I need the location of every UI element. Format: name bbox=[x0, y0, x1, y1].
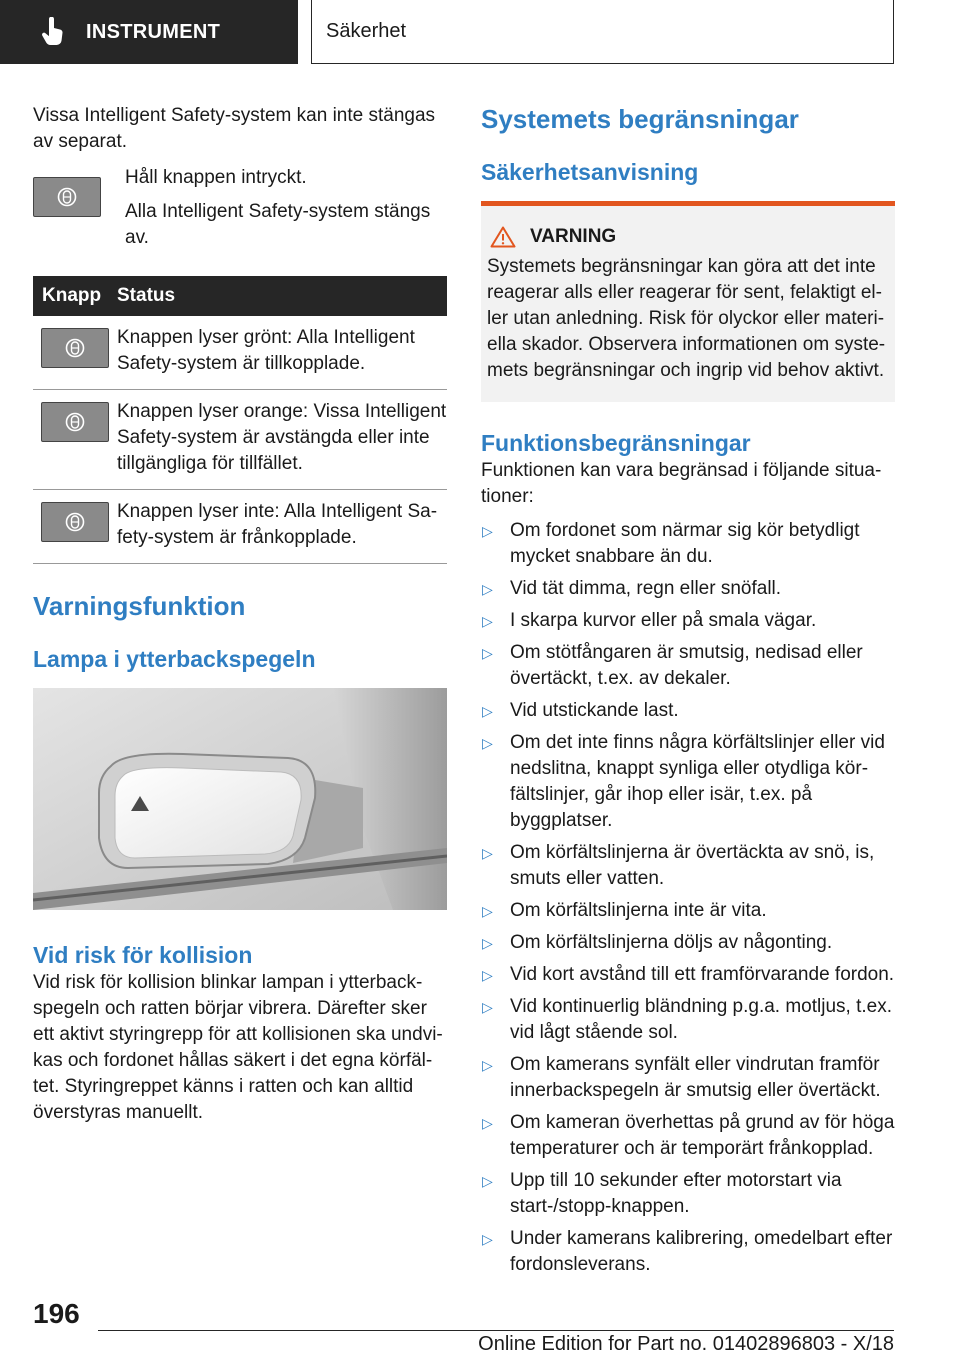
list-item: ▷ Upp till 10 sekunder efter motorstart via start-/stopp-knappen. bbox=[481, 1168, 895, 1220]
edition-text: Online Edition for Part no. 01402896803 - X/18 bbox=[478, 1333, 894, 1355]
list-item: ▷ Om fordonet som närmar sig kör betydligt mycket snabbare än du. bbox=[481, 518, 895, 570]
list-item: ▷ Om kameran överhettas på grund av för höga temperaturer och är temporärt frånkopplad. bbox=[481, 1110, 895, 1162]
hold-instruction: Håll knappen intryckt. bbox=[125, 167, 307, 188]
table-row bbox=[33, 316, 447, 390]
heading-mirror-lamp: Lampa i ytterbackspegeln bbox=[33, 646, 316, 672]
limitations-list bbox=[481, 518, 895, 1278]
triangle-bullet-icon: ▷ bbox=[482, 935, 493, 951]
list-item: ▷ Vid kort avstånd till ett framförvarande fordon. bbox=[481, 962, 895, 988]
right-column bbox=[481, 100, 895, 1284]
heading-collision-risk: Vid risk för kollision bbox=[33, 942, 253, 968]
list-item: ▷ Om körfältslinjerna är övertäckta av snö, is, smuts eller vatten. bbox=[481, 840, 895, 892]
list-item: ▷ Om körfältslinjerna döljs av någonting. bbox=[481, 930, 895, 956]
triangle-bullet-icon: ▷ bbox=[482, 523, 493, 539]
warning-title: VARNING bbox=[530, 226, 617, 247]
triangle-bullet-icon: ▷ bbox=[482, 1115, 493, 1131]
side-mirror-image bbox=[33, 688, 447, 910]
heading-system-limits: Systemets begränsningar bbox=[481, 104, 799, 134]
footer-divider bbox=[98, 1330, 894, 1331]
triangle-bullet-icon: ▷ bbox=[482, 1231, 493, 1247]
hold-result: Alla Intelligent Safety-system stängs av. bbox=[125, 201, 431, 248]
list-item: ▷ Om stötfångaren är smutsig, nedisad eller övertäckt, t.ex. av dekaler. bbox=[481, 640, 895, 692]
safety-button-icon bbox=[41, 328, 109, 368]
table-row bbox=[33, 490, 447, 564]
safety-button-icon bbox=[41, 402, 109, 442]
header-section-title: Säkerhet bbox=[311, 0, 894, 64]
list-item: ▷ Om kamerans synfält eller vindrutan framför innerbackspegeln är smutsig eller övertäckt. bbox=[481, 1052, 895, 1104]
status-table bbox=[33, 276, 447, 564]
triangle-bullet-icon: ▷ bbox=[482, 999, 493, 1015]
safety-button-icon bbox=[33, 177, 101, 217]
table-row bbox=[33, 390, 447, 490]
heading-safety-notice: Säkerhetsanvisning bbox=[481, 159, 699, 185]
table-header-status: Status bbox=[117, 276, 447, 316]
status-text: Knappen lyser orange: Vissa Intelligent Safety-system är avstängda eller inte tillgängliga för tillfället. bbox=[117, 390, 447, 490]
list-item: ▷ I skarpa kurvor eller på smala vägar. bbox=[481, 608, 895, 634]
triangle-bullet-icon: ▷ bbox=[482, 1173, 493, 1189]
triangle-bullet-icon: ▷ bbox=[482, 1057, 493, 1073]
triangle-bullet-icon: ▷ bbox=[482, 703, 493, 719]
heading-warning-function: Varningsfunktion bbox=[33, 591, 246, 621]
status-text: Knappen lyser grönt: Alla Intelligent Safety-system är tillkopplade. bbox=[117, 316, 447, 390]
heading-function-limits: Funktionsbegränsningar bbox=[481, 430, 751, 456]
page-number: 196 bbox=[33, 1298, 80, 1329]
warning-text: Systemets begränsningar kan göra att det inte reagerar alls eller reagerar för sent, felaktigt eller utan anledning. Risk för olyckor eller materiella skador. Observera informationen om systemets begränsningar och ingrip vid behov aktivt. bbox=[487, 256, 886, 381]
safety-button-icon bbox=[41, 502, 109, 542]
list-item: ▷ Vid kontinuerlig bländning p.g.a. motljus, t.ex. vid lågt stående sol. bbox=[481, 994, 895, 1046]
triangle-bullet-icon: ▷ bbox=[482, 581, 493, 597]
triangle-bullet-icon: ▷ bbox=[482, 735, 493, 751]
collision-text: Vid risk för kollision blinkar lampan i ytterbackspegeln och ratten börjar vibrera. Därefter sker ett aktivt styringrepp för att kollisionen ska undvikas och fordonet hållas säkert i det egna körfältet. Styringreppet känns i ratten och kan alltid överstyras manuellt. bbox=[33, 972, 443, 1123]
status-text: Knappen lyser inte: Alla Intelligent Safety-system är frånkopplade. bbox=[117, 490, 447, 564]
triangle-bullet-icon: ▷ bbox=[482, 645, 493, 661]
triangle-bullet-icon: ▷ bbox=[482, 903, 493, 919]
warning-triangle-icon bbox=[490, 226, 516, 248]
hold-button-row bbox=[33, 167, 447, 251]
header-tab-label: INSTRUMENT bbox=[86, 20, 221, 43]
left-column bbox=[33, 100, 447, 1126]
list-item: ▷ Under kamerans kalibrering, omedelbart efter fordonsleverans. bbox=[481, 1226, 895, 1278]
table-header-button: Knapp bbox=[33, 276, 117, 316]
warning-box bbox=[481, 201, 895, 402]
list-item: ▷ Vid tät dimma, regn eller snöfall. bbox=[481, 576, 895, 602]
triangle-bullet-icon: ▷ bbox=[482, 845, 493, 861]
list-item: ▷ Om körfältslinjerna inte är vita. bbox=[481, 898, 895, 924]
header-tab[interactable] bbox=[0, 0, 298, 64]
triangle-bullet-icon: ▷ bbox=[482, 967, 493, 983]
intro-text: Vissa Intelligent Safety-system kan inte stängas av separat. bbox=[33, 105, 436, 152]
triangle-bullet-icon: ▷ bbox=[482, 613, 493, 629]
hand-pointer-icon bbox=[42, 17, 64, 47]
function-intro: Funktionen kan vara begränsad i följande situationer: bbox=[481, 460, 882, 507]
list-item: ▷ Om det inte finns några körfältslinjer eller vid nedslitna, knappt synliga eller otydliga körfältslinjer, går ihop eller isär, t.ex. på byggplatser. bbox=[481, 730, 895, 834]
list-item: ▷ Vid utstickande last. bbox=[481, 698, 895, 724]
